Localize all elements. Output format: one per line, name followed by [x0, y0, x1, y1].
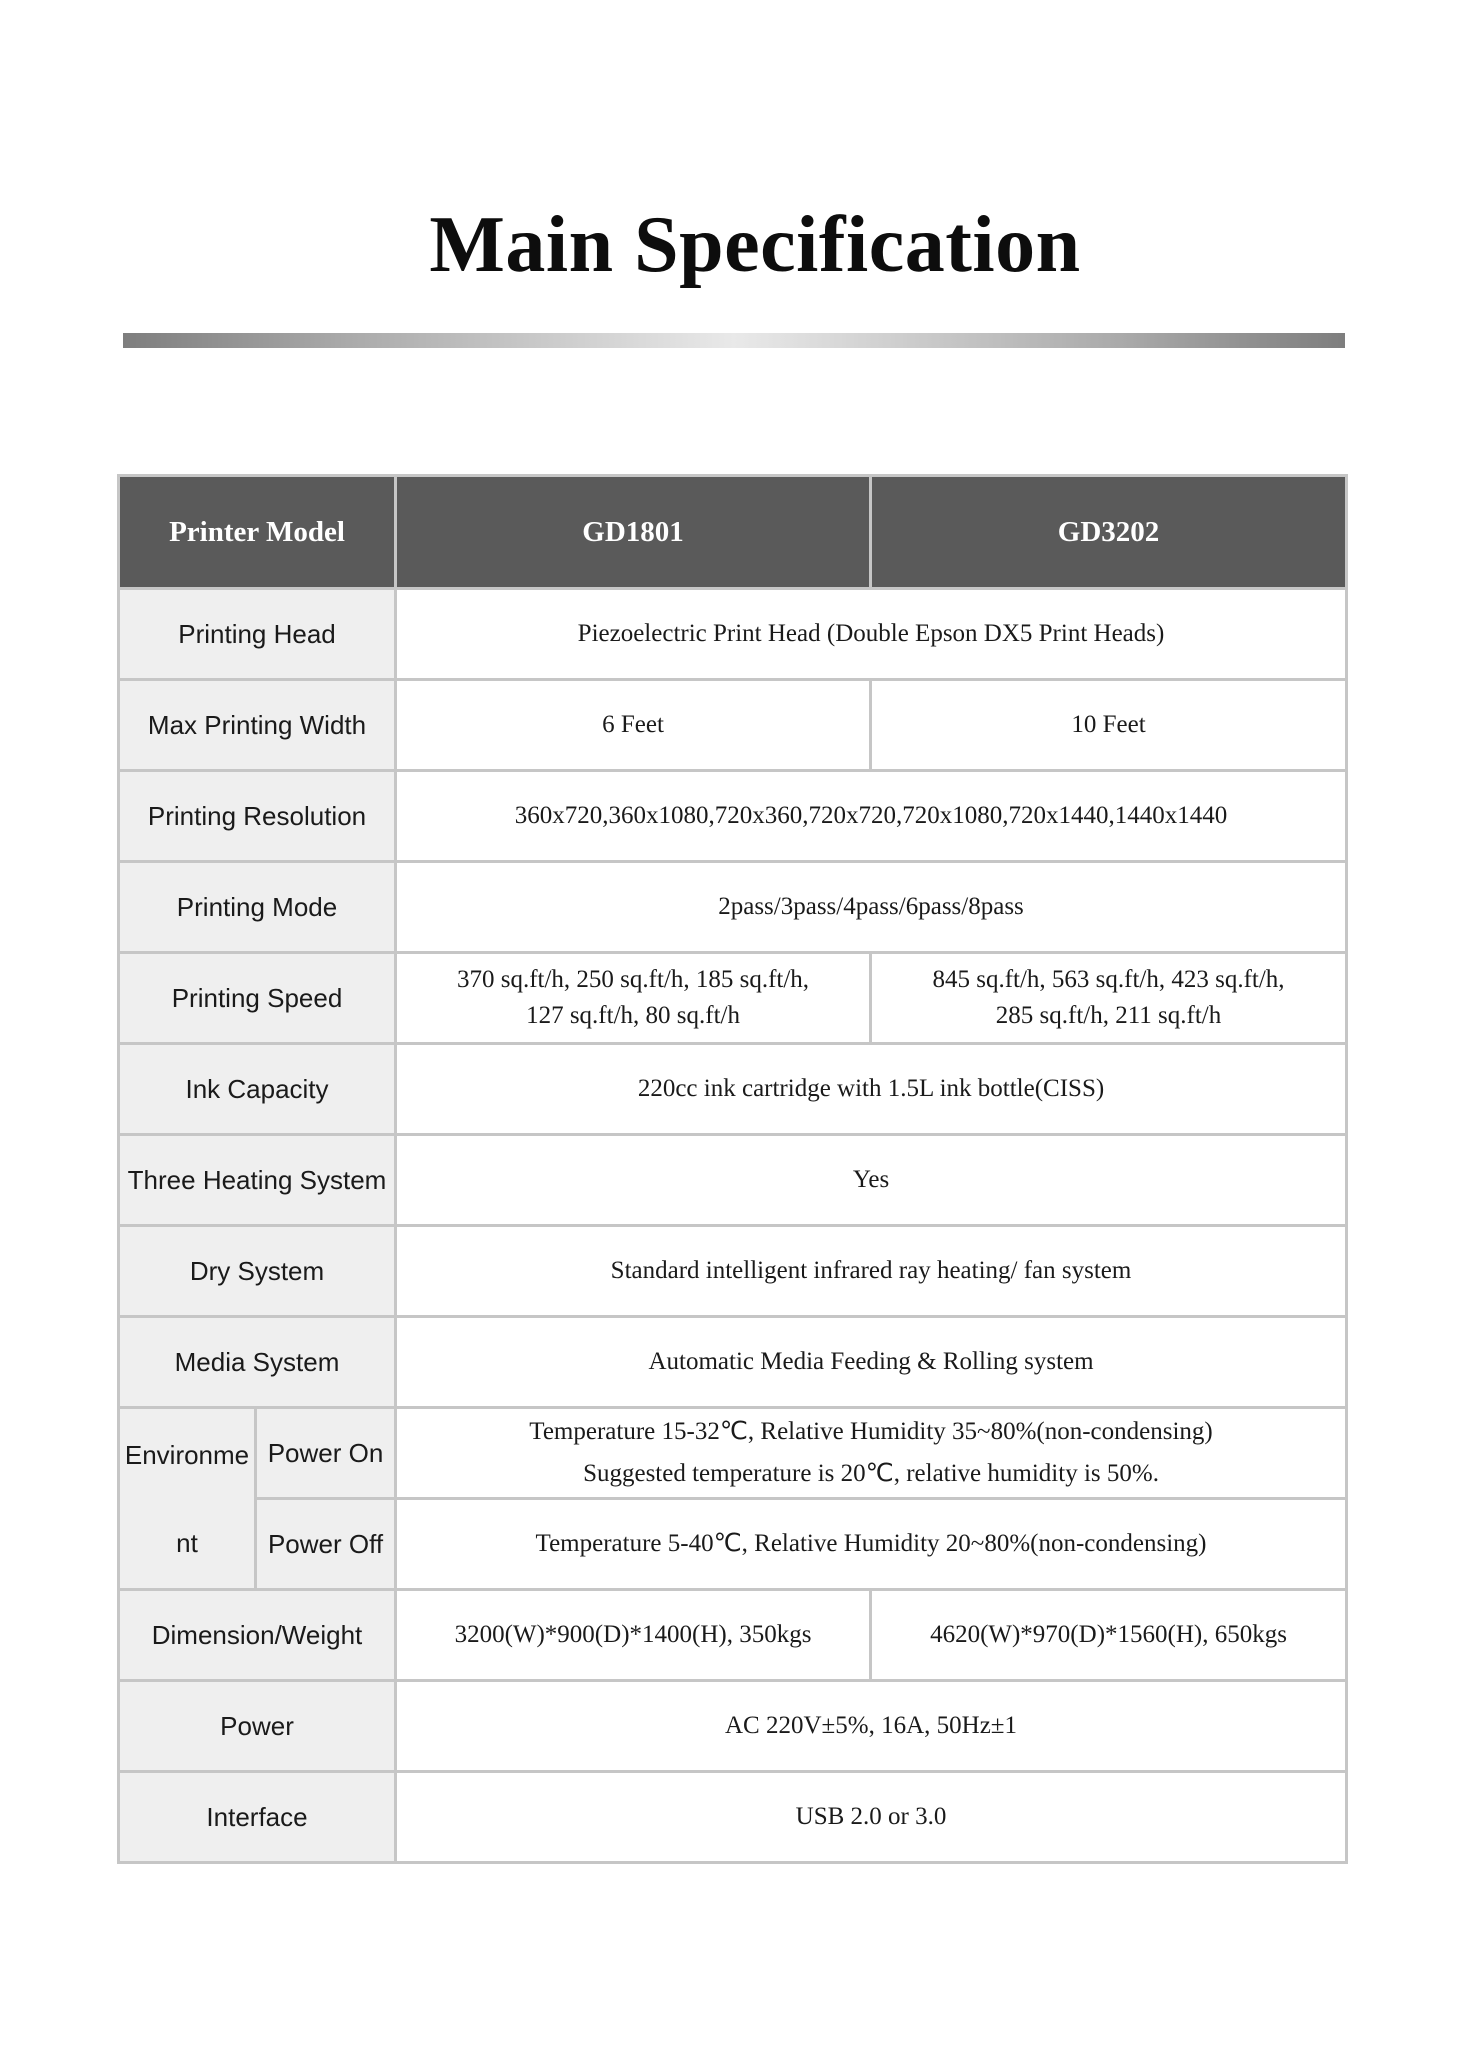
power-on-value [396, 1408, 1347, 1499]
header-model-gd1801: GD1801 [396, 476, 871, 589]
spec-table [117, 474, 1348, 1864]
ink-capacity-value: 220cc ink cartridge with 1.5L ink bottle(CISS) [396, 1044, 1347, 1135]
printing-speed-gd3202-line-2: 285 sq.ft/h, 211 sq.ft/h [995, 1002, 1222, 1029]
title-divider [123, 333, 1345, 348]
table-row [119, 771, 1347, 862]
table-row [119, 862, 1347, 953]
table-row [119, 589, 1347, 680]
row-label-ink-capacity: Ink Capacity [119, 1044, 396, 1135]
row-label-media-system: Media System [119, 1317, 396, 1408]
table-row [119, 1772, 1347, 1863]
table-row [119, 680, 1347, 771]
table-row [119, 1590, 1347, 1681]
row-label-environment: Environment [119, 1408, 256, 1590]
printing-speed-gd1801-line-2: 127 sq.ft/h, 80 sq.ft/h [526, 1002, 740, 1029]
row-label-printing-mode: Printing Mode [119, 862, 396, 953]
row-label-printing-resolution: Printing Resolution [119, 771, 396, 862]
table-row [119, 1499, 1347, 1590]
table-row [119, 953, 1347, 1044]
dimension-weight-gd3202: 4620(W)*970(D)*1560(H), 650kgs [871, 1590, 1347, 1681]
row-label-interface: Interface [119, 1772, 396, 1863]
dimension-weight-gd1801: 3200(W)*900(D)*1400(H), 350kgs [396, 1590, 871, 1681]
max-printing-width-gd1801: 6 Feet [396, 680, 871, 771]
row-label-dimension-weight: Dimension/Weight [119, 1590, 396, 1681]
table-row [119, 1317, 1347, 1408]
table-row [119, 1681, 1347, 1772]
power-off-value: Temperature 5-40℃, Relative Humidity 20~80%(non-condensing) [396, 1499, 1347, 1590]
dry-system-value: Standard intelligent infrared ray heating/ fan system [396, 1226, 1347, 1317]
printing-mode-value: 2pass/3pass/4pass/6pass/8pass [396, 862, 1347, 953]
max-printing-width-gd3202: 10 Feet [871, 680, 1347, 771]
row-label-power-on: Power On [256, 1408, 396, 1499]
table-row [119, 1135, 1347, 1226]
power-on-line-1: Temperature 15-32℃, Relative Humidity 35~80%(non-condensing) [529, 1418, 1213, 1445]
printing-resolution-value: 360x720,360x1080,720x360,720x720,720x1080,720x1440,1440x1440 [396, 771, 1347, 862]
printing-speed-gd1801-line-1: 370 sq.ft/h, 250 sq.ft/h, 185 sq.ft/h, [456, 966, 810, 993]
table-row [119, 1408, 1347, 1499]
row-label-printing-speed: Printing Speed [119, 953, 396, 1044]
power-value: AC 220V±5%, 16A, 50Hz±1 [396, 1681, 1347, 1772]
row-label-three-heating-system: Three Heating System [119, 1135, 396, 1226]
printing-head-value: Piezoelectric Print Head (Double Epson DX5 Print Heads) [396, 589, 1347, 680]
row-label-power-off: Power Off [256, 1499, 396, 1590]
three-heating-system-value: Yes [396, 1135, 1347, 1226]
header-printer-model: Printer Model [119, 476, 396, 589]
row-label-dry-system: Dry System [119, 1226, 396, 1317]
table-row [119, 1044, 1347, 1135]
row-label-power: Power [119, 1681, 396, 1772]
printing-speed-gd3202-line-1: 845 sq.ft/h, 563 sq.ft/h, 423 sq.ft/h, [932, 966, 1285, 993]
row-label-max-printing-width: Max Printing Width [119, 680, 396, 771]
table-row [119, 1226, 1347, 1317]
row-label-printing-head: Printing Head [119, 589, 396, 680]
printing-speed-gd1801 [396, 953, 871, 1044]
page-title: Main Specification [429, 201, 1081, 289]
printing-speed-gd3202 [871, 953, 1347, 1044]
media-system-value: Automatic Media Feeding & Rolling system [396, 1317, 1347, 1408]
table-header-row [119, 476, 1347, 589]
interface-value: USB 2.0 or 3.0 [396, 1772, 1347, 1863]
header-model-gd3202: GD3202 [871, 476, 1347, 589]
power-on-line-2: Suggested temperature is 20℃, relative humidity is 50%. [583, 1460, 1159, 1487]
